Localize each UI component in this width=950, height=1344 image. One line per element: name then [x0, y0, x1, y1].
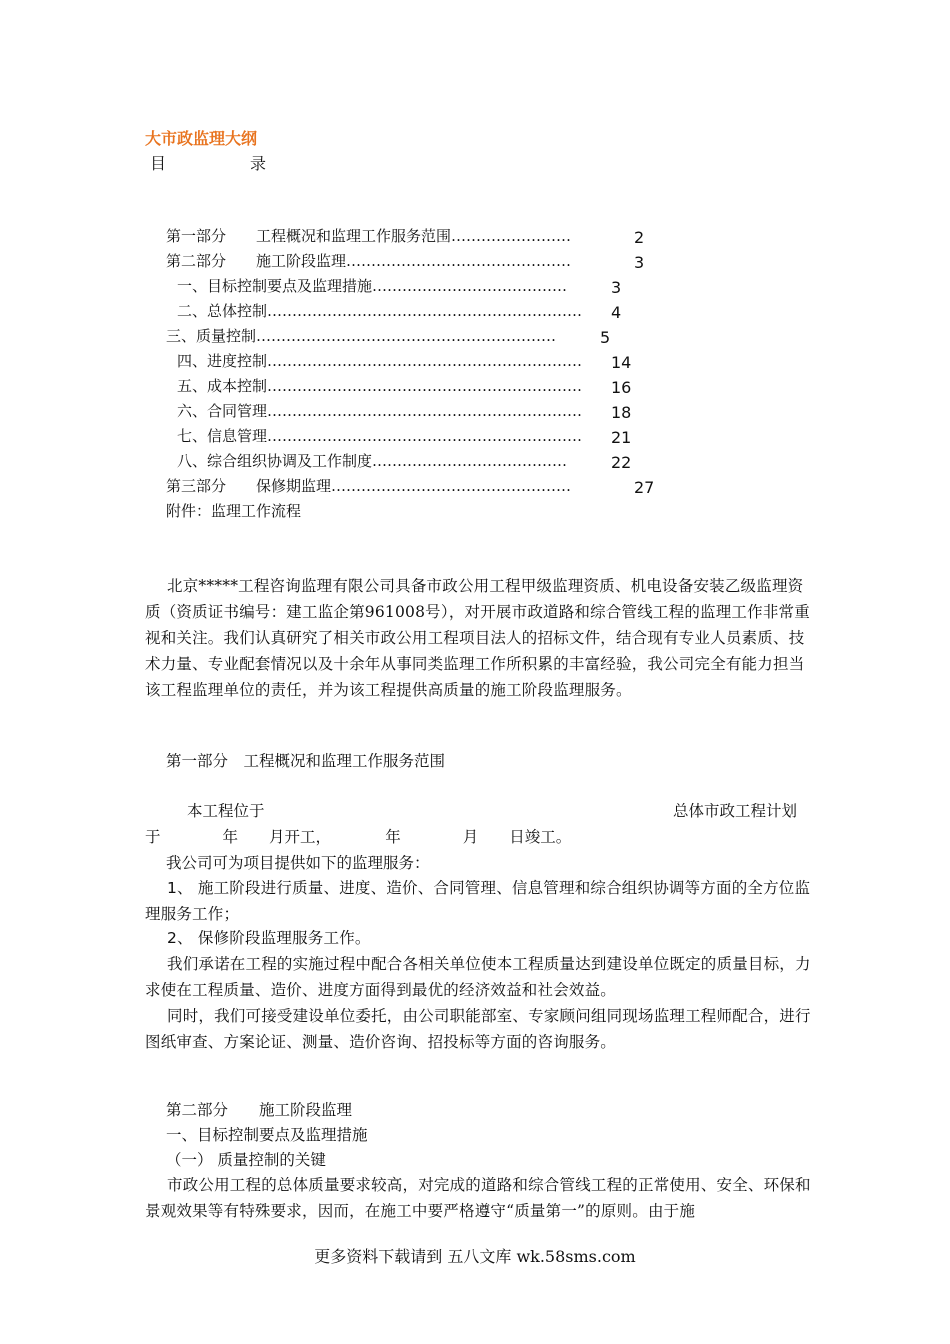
service-item-2 [145, 925, 817, 951]
service-2-number: 2、 [167, 929, 193, 947]
toc-entry-page: 16 [611, 378, 632, 397]
toc-entry-label: 五、成本控制……………………………………………………… [177, 377, 583, 395]
toc-entry [177, 299, 582, 323]
subsection1-heading: （一） 质量控制的关键 [166, 1151, 326, 1169]
toc-entry-label: 一、目标控制要点及监理措施………………………………… [177, 277, 568, 295]
toc-entry-label: 六、合同管理……………………………………………………… [177, 402, 583, 420]
intro-paragraph: 北京*****工程咨询监理有限公司具备市政公用工程甲级监理资质、机电设备安装乙级监理资质（资质证书编号：建工监企第961008号），对开展市政道路和综合管线工程的监理工作非常重视和关注。我们认真研究了相关市政公用工程项目法人的招标文件，结合现有专业人员素质、技术力量、专业配套情况以及十余年从事同类监理工作所积累的丰富经验，我公司完全有能力担当该工程监理单位的责任，并为该工程提供高质量的施工阶段监理服务。 [145, 577, 810, 699]
toc-entry-label: 第二部分 施工阶段监理……………………………………… [166, 252, 572, 270]
toc-entry [177, 424, 582, 448]
schedule-line: 于 年 月开工， 年 月 日竣工。 [145, 828, 572, 846]
toc-entry-page: 14 [611, 353, 632, 372]
toc-entry [177, 449, 567, 473]
toc-entry-page: 5 [600, 328, 611, 347]
toc-entry-label: 第一部分 工程概况和监理工作服务范围…………………… [166, 227, 572, 245]
toc-entry-label: 四、进度控制……………………………………………………… [177, 352, 583, 370]
toc-entry [166, 499, 301, 523]
toc-entry-page: 3 [611, 278, 622, 297]
service-item-1 [145, 875, 817, 927]
toc-entry-page: 18 [611, 403, 632, 422]
toc-entry [166, 474, 571, 498]
toc-entry-label: 附件：监理工作流程 [166, 502, 302, 520]
toc-entry-page: 3 [634, 253, 645, 272]
toc-entry-page: 4 [611, 303, 622, 322]
service-1-number: 1、 [167, 879, 193, 897]
location-line-end: 总体市政工程计划 [673, 802, 798, 820]
toc-entry [177, 274, 567, 298]
page-footer: 更多资料下载请到 五八文库 wk.58sms.com [314, 1247, 636, 1266]
toc-entry-page: 21 [611, 428, 632, 447]
part2-heading: 第二部分 施工阶段监理 [166, 1101, 353, 1119]
toc-entry [166, 224, 571, 248]
toc-entry-label: 第三部分 保修期监理………………………………………… [166, 477, 572, 495]
toc-entry-page: 27 [634, 478, 655, 497]
commitment-paragraph: 我们承诺在工程的实施过程中配合各相关单位使本工程质量达到建设单位既定的质量目标，力求使在工程质量、造价、进度方面得到最优的经济效益和社会效益。 [145, 955, 811, 999]
toc-entry [177, 349, 582, 373]
service-1-text: 施工阶段进行质量、进度、造价、合同管理、信息管理和综合组织协调等方面的全方位监理服务工作； [145, 879, 811, 923]
toc-entry-page: 22 [611, 453, 632, 472]
toc-entry-page: 2 [634, 228, 645, 247]
toc-entry [177, 399, 582, 423]
toc-entry-label: 二、总体控制……………………………………………………… [177, 302, 583, 320]
service-2-text: 保修阶段监理服务工作。 [197, 929, 371, 947]
document-title: 大市政监理大纲 [145, 129, 258, 148]
section1-heading: 一、目标控制要点及监理措施 [166, 1126, 368, 1144]
toc-heading-left: 目 [150, 154, 167, 173]
location-line-start: 本工程位于 [187, 802, 265, 820]
toc-entry [166, 249, 571, 273]
services-intro: 我公司可为项目提供如下的监理服务： [166, 854, 430, 872]
consulting-paragraph: 同时，我们可接受建设单位委托，由公司职能部室、专家顾问组同现场监理工程师配合，进行图纸审查、方案论证、测量、造价咨询、招投标等方面的咨询服务。 [145, 1007, 811, 1051]
toc-entry-label: 三、质量控制…………………………………………………… [166, 327, 557, 345]
quality-paragraph: 市政公用工程的总体质量要求较高，对完成的道路和综合管线工程的正常使用、安全、环保和景观效果等有特殊要求，因而，在施工中要严格遵守“质量第一”的原则。由于施 [145, 1176, 811, 1220]
toc-entry-label: 八、综合组织协调及工作制度………………………………… [177, 452, 568, 470]
toc-heading-right: 录 [250, 154, 267, 173]
toc-entry-label: 七、信息管理……………………………………………………… [177, 427, 583, 445]
toc-entry [166, 324, 556, 348]
toc-entry [177, 374, 582, 398]
part1-heading: 第一部分 工程概况和监理工作服务范围 [166, 752, 446, 770]
